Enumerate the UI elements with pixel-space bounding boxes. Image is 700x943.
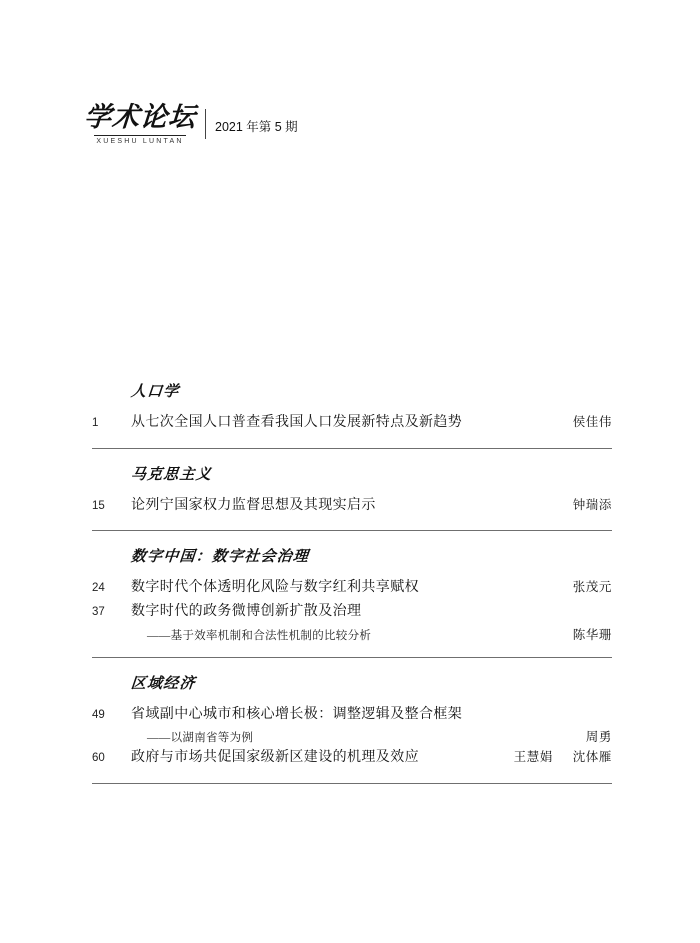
section-heading: 区域经济 xyxy=(130,673,197,692)
entry-authors xyxy=(561,413,612,432)
toc-entry[interactable] xyxy=(92,704,612,726)
section-divider xyxy=(92,783,612,784)
toc-entry-subtitle-row xyxy=(92,727,612,745)
section-entries xyxy=(92,495,612,517)
entry-page-number: 60 xyxy=(92,752,105,765)
entry-subtitle: ——以湖南省等为例 xyxy=(147,732,254,745)
section-divider xyxy=(92,530,612,531)
entry-title: 政府与市场共促国家级新区建设的机理及效应 xyxy=(131,750,419,766)
entry-page-number: 1 xyxy=(92,417,99,429)
toc-section-regional-economy xyxy=(92,672,612,784)
author-name: 王慧娟 xyxy=(513,750,553,765)
toc-entry[interactable] xyxy=(92,495,612,517)
toc-entry[interactable] xyxy=(92,577,612,599)
entry-title: 论列宁国家权力监督思想及其现实启示 xyxy=(131,497,376,513)
entry-page-number: 37 xyxy=(92,606,105,619)
masthead-vertical-divider xyxy=(205,109,206,139)
entry-title: 数字时代的政务微博创新扩散及治理 xyxy=(131,604,362,620)
entry-page-number: 15 xyxy=(92,499,105,512)
toc-section-marxism xyxy=(92,463,612,532)
author-name: 周勇 xyxy=(585,730,612,745)
section-heading: 马克思主义 xyxy=(130,464,213,483)
section-divider xyxy=(92,657,612,658)
issue-label: 2021 年第 5 期 xyxy=(215,120,298,135)
author-name: 钟瑞添 xyxy=(572,497,612,512)
section-entries xyxy=(92,412,612,434)
toc-entry-subtitle-row xyxy=(92,625,612,643)
toc-entry[interactable] xyxy=(92,747,612,769)
section-heading: 人口学 xyxy=(130,382,181,400)
entry-page-number: 49 xyxy=(92,708,105,721)
toc-section-digital-china xyxy=(92,545,612,657)
journal-title-pinyin: XUESHU LUNTAN xyxy=(96,138,184,146)
entry-authors xyxy=(561,625,612,643)
table-of-contents xyxy=(92,380,612,798)
section-heading: 数字中国：数字社会治理 xyxy=(130,547,310,566)
logo-divider-rule xyxy=(94,135,186,136)
section-entries xyxy=(92,577,612,642)
author-name: 侯佳伟 xyxy=(572,415,612,429)
author-name: 张茂元 xyxy=(572,580,612,595)
entry-subtitle: ——基于效率机制和合法性机制的比较分析 xyxy=(147,629,372,642)
entry-authors xyxy=(502,748,612,767)
entry-authors xyxy=(561,496,612,515)
author-name: 沈体雁 xyxy=(572,750,612,765)
toc-entry[interactable] xyxy=(92,412,612,434)
toc-section-population-studies xyxy=(92,380,612,449)
journal-title-cn: 学术论坛 xyxy=(82,102,198,133)
entry-title: 从七次全国人口普查看我国人口发展新特点及新趋势 xyxy=(131,415,463,430)
entry-authors xyxy=(561,578,612,597)
section-entries xyxy=(92,704,612,769)
author-name: 陈华珊 xyxy=(572,627,612,642)
journal-logo xyxy=(84,104,196,145)
section-divider xyxy=(92,448,612,449)
toc-entry[interactable] xyxy=(92,601,612,623)
entry-authors xyxy=(574,727,612,745)
entry-title: 数字时代个体透明化风险与数字红利共享赋权 xyxy=(131,580,419,596)
entry-title: 省域副中心城市和核心增长极：调整逻辑及整合框架 xyxy=(131,706,463,722)
masthead xyxy=(84,104,298,145)
entry-page-number: 24 xyxy=(92,582,105,595)
